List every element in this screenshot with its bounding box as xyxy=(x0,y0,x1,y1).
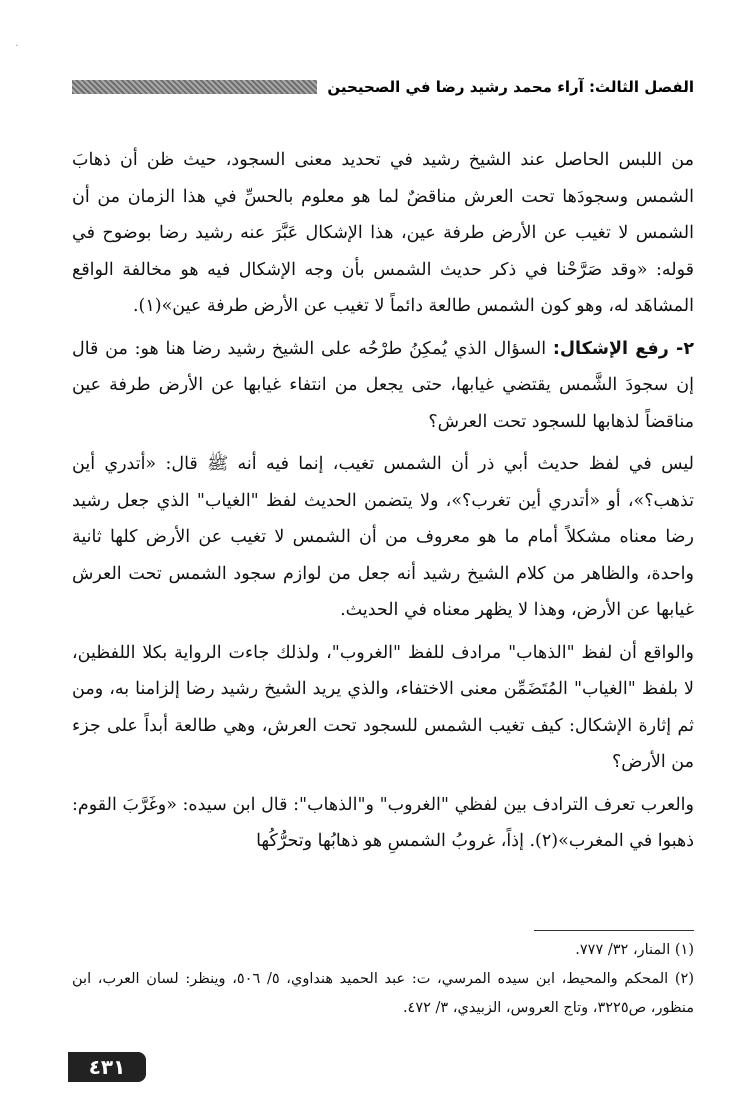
footnote-1: (١) المنار، ٣٢/ ٧٧٧. xyxy=(575,942,694,958)
paragraph-item-2 xyxy=(72,331,694,441)
footnote-separator xyxy=(534,930,694,931)
main-text xyxy=(72,142,694,866)
page-number: ٤٣١ xyxy=(68,1052,146,1082)
footnote-2: (٢) المحكم والمحيط، ابن سيده المرسي، ت: عبد الحميد هنداوي، ٥/ ٥٠٦، وينظر: لسان العرب، ابن منظور، ص٣٢٢٥، وتاج العروس، الزبيدي، ٣/ ٤٧٢. xyxy=(72,971,694,1016)
footnotes xyxy=(72,936,694,1023)
header-ornament-bar xyxy=(72,80,317,94)
paragraph-4: والعرب تعرف الترادف بين لفظي "الغروب" و"الذهاب": قال ابن سيده: «وغَرَّبَ القوم: ذهبوا في المغرب»(٢). إذاً، غروبُ الشمسِ هو ذهابُها وتحرُّكُها xyxy=(72,794,694,851)
paragraph-2: ليس في لفظ حديث أبي ذر أن الشمس تغيب، إنما فيه أنه ﷺ قال: «أتدري أين تذهب؟»، أو «أتدري أين تغرب؟»، ولا يتضمن الحديث لفظ "الغياب" الذي جعل رشيد رضا معناه مشكلاً أمام ما هو معروف من أن الشمس لا تغيب عن الأرض كلها ثانية واحدة، والظاهر من كلام الشيخ رشيد أنه جعل من لوازم سجود الشمس تحت العرش غيابها عن الأرض، وهذا لا يظهر معناه في الحديث. xyxy=(72,454,694,620)
running-header xyxy=(72,72,694,102)
paragraph-1: من اللبس الحاصل عند الشيخ رشيد في تحديد معنى السجود، حيث ظن أن ذهابَ الشمس وسجودَها تحت العرش مناقضٌ لما هو معلوم بالحسِّ في هذا الزمان من أن الشمس لا تغيب عن الأرض طرفة عين، هذا الإشكال عَبَّرَ عنه رشيد رضا بوضوح في قوله: «وقد صَرَّحْنا في ذكر حديث الشمس بأن وجه الإشكال فيه هو مخالفة الواقع المشاهَد له، وهو كون الشمس طالعة دائماً لا تغيب عن الأرض طرفة عين»(١). xyxy=(72,150,694,316)
chapter-title: الفصل الثالث: آراء محمد رشيد رضا في الصحيحين xyxy=(327,78,694,96)
item-2-text: السؤال الذي يُمكِنُ طرْحُه على الشيخ رشيد رضا هنا هو: من قال إن سجودَ الشَّمس يقتضي غيابها، حتى يجعل من انتفاء غيابها عن الأرض طرفة عين مناقضاً لذهابها للسجود تحت العرش؟ xyxy=(72,338,694,432)
item-2-label: ٢- رفع الإشكال: xyxy=(552,338,694,359)
paragraph-3: والواقع أن لفظ "الذهاب" مرادف للفظ "الغروب"، ولذلك جاءت الرواية بكلا اللفظين، لا بلفظ "الغياب" المُتَضَمِّن معنى الاختفاء، والذي يريد الشيخ رشيد رضا إلزامنا به، ومن ثم إثارة الإشكال: كيف تغيب الشمس للسجود تحت العرش، وهي طالعة أبداً على جزء من الأرض؟ xyxy=(72,642,694,772)
edge-mark: ٠ xyxy=(14,40,20,51)
